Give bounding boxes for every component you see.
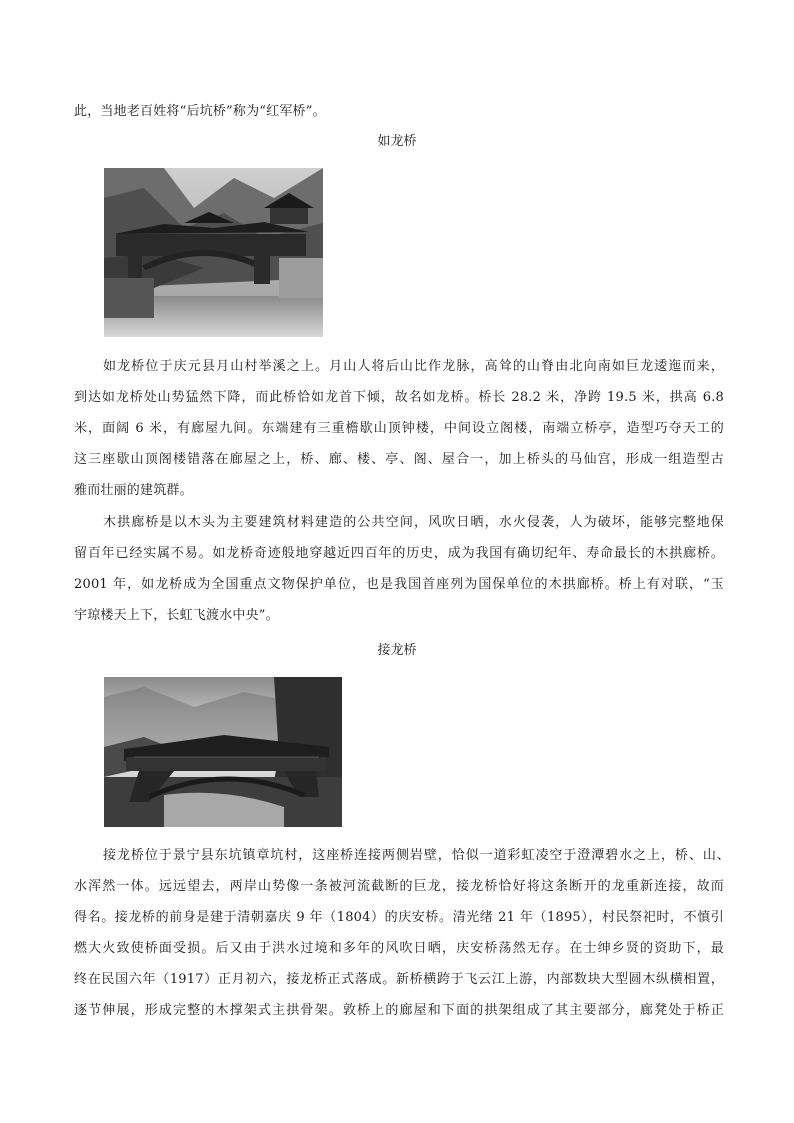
paragraph-line: 木拱廊桥是以木头为主要建筑材料建造的公共空间，风吹日晒，水火侵袭，人为破坏，能够完整地保: [103, 515, 724, 530]
paragraph-line: 留百年已经实属不易。如龙桥奇迹般地穿越近四百年的历史，成为我国有确切纪年、寿命最长的木拱廊桥。: [74, 546, 724, 561]
figure-caption-jielong: 接龙桥: [377, 643, 417, 658]
figure-caption-rulong: 如龙桥: [377, 134, 417, 149]
paragraph-line: 雅而壮丽的建筑群。: [74, 483, 193, 498]
paragraph-line: 这三座歇山顶阁楼错落在廊屋之上，桥、廊、楼、亭、阁、屋合一，加上桥头的马仙宫，形成一组造型古: [74, 452, 724, 467]
paragraph-line: 宇琼楼天上下，长虹飞渡水中央”。: [74, 608, 279, 623]
paragraph-line: 燃大火致使桥面受损。后又由于洪水过境和多年的风吹日晒，庆安桥荡然无存。在士绅乡贤的资助下，最: [74, 941, 724, 956]
paragraph-line: 如龙桥位于庆元县月山村举溪之上。月山人将后山比作龙脉，高耸的山脊由北向南如巨龙逶迤而来，: [103, 359, 724, 374]
paragraph-line: 终在民国六年（1917）正月初六，接龙桥正式落成。新桥横跨于飞云江上游，内部数块大型圆木纵横相置，: [74, 972, 724, 987]
intro-line: 此，当地老百姓将“后坑桥”称为“红军桥”。: [74, 104, 326, 119]
paragraph-line: 得名。接龙桥的前身是建于清朝嘉庆 9 年（1804）的庆安桥。清光绪 21 年（1895），村民祭祀时，不慎引: [74, 910, 724, 925]
paragraph-line: 到达如龙桥处山势猛然下降，而此桥恰如龙首下倾，故名如龙桥。桥长 28.2 米，净跨 19.5 米，拱高 6.8: [74, 390, 724, 405]
paragraph-line: 接龙桥位于景宁县东坑镇章坑村，这座桥连接两侧岩壁，恰似一道彩虹凌空于澄潭碧水之上，桥、山、: [103, 848, 730, 863]
paragraph-line: 米，面阔 6 米，有廊屋九间。东端建有三重檐歇山顶钟楼，中间设立阁楼，南端立桥亭，造型巧夺天工的: [74, 421, 724, 436]
jielong-bridge-photo: [104, 677, 342, 827]
paragraph-line: 逐节伸展，形成完整的木撑架式主拱骨架。敦桥上的廊屋和下面的拱架组成了其主要部分，廊凳处于桥正: [74, 1003, 724, 1018]
rulong-bridge-photo: [104, 168, 323, 337]
paragraph-line: 水浑然一体。远远望去，两岸山势像一条被河流截断的巨龙，接龙桥恰好将这条断开的龙重新连接，故而: [74, 879, 724, 894]
paragraph-line: 2001 年，如龙桥成为全国重点文物保护单位，也是我国首座列为国保单位的木拱廊桥。桥上有对联，“玉: [74, 577, 724, 592]
